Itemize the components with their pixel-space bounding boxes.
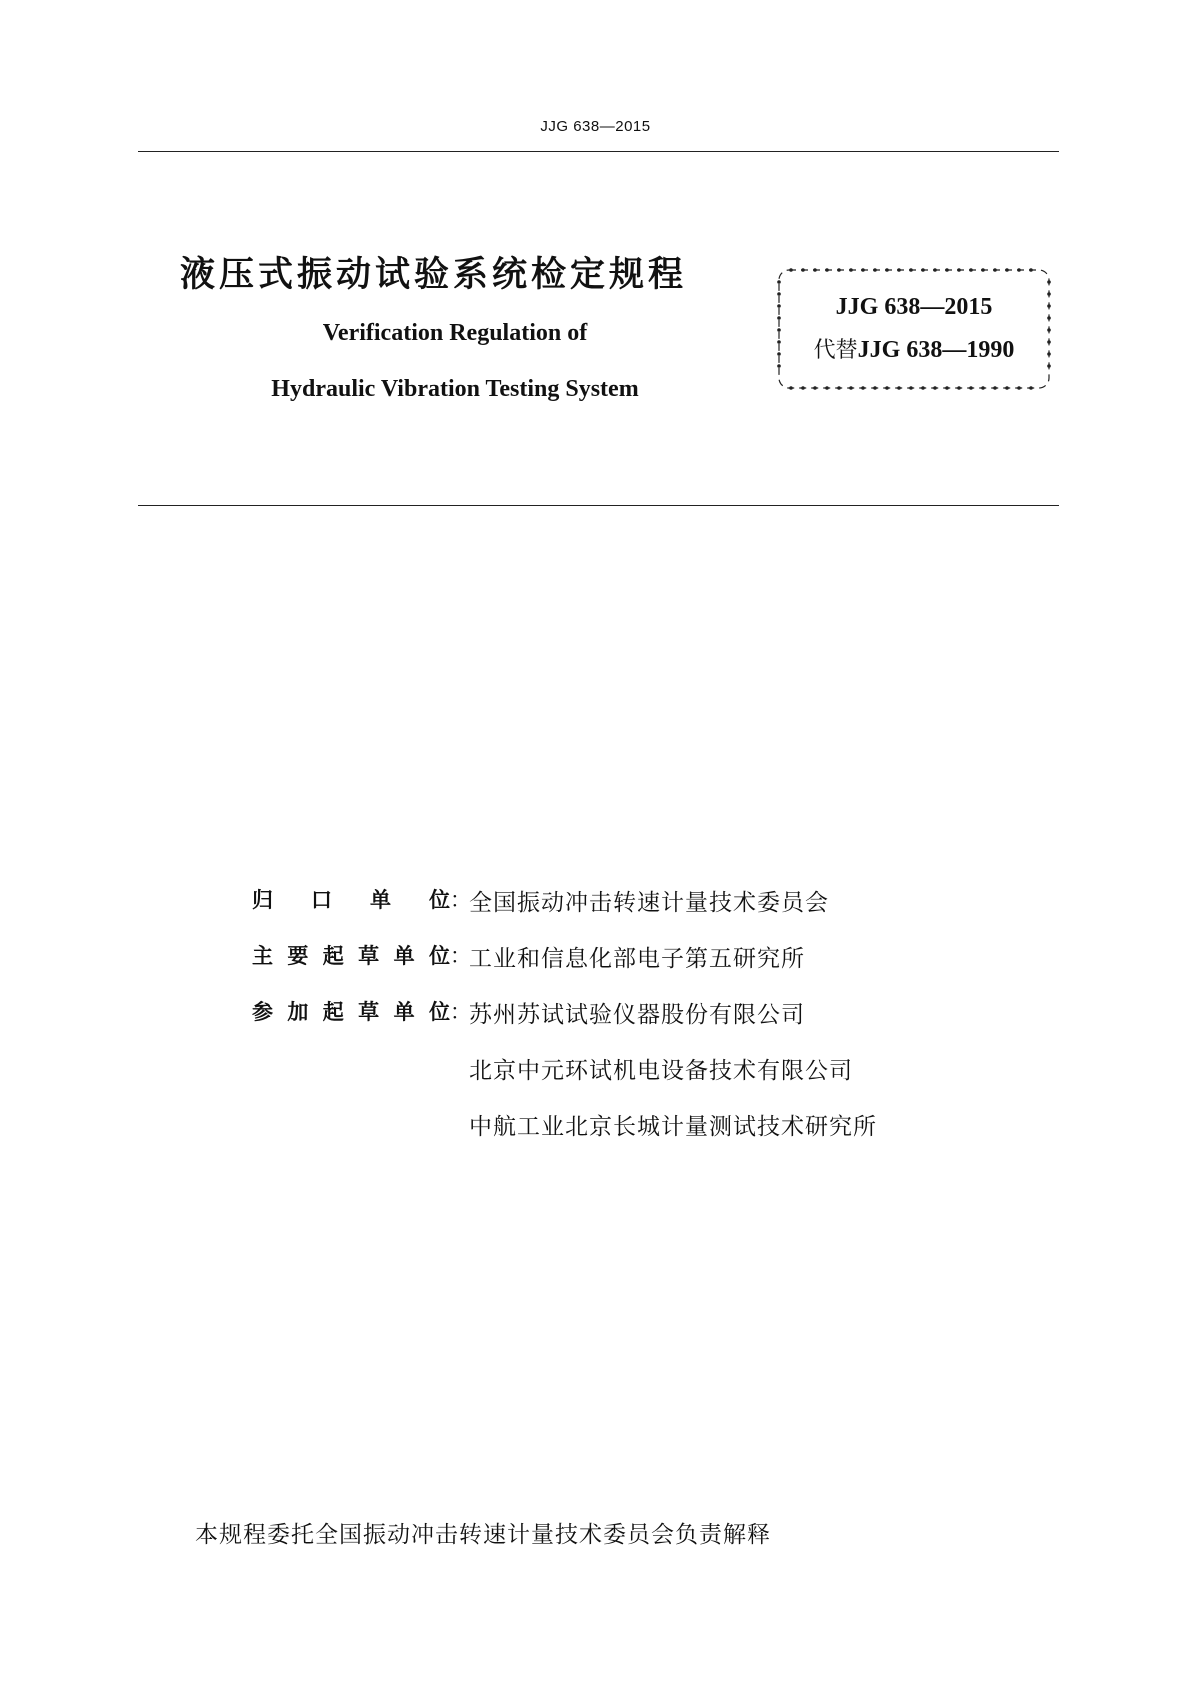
info-value: 中航工业北京长城计量测试技术研究所 — [469, 1114, 877, 1140]
info-colon: ： — [450, 888, 471, 912]
border-dot — [825, 268, 829, 272]
border-dot — [801, 386, 805, 390]
info-value: 北京中元环试机电设备技术有限公司 — [469, 1058, 853, 1084]
border-dot — [837, 268, 841, 272]
border-dot — [861, 268, 865, 272]
border-dot — [873, 268, 877, 272]
border-dot — [981, 386, 985, 390]
border-dot — [993, 386, 997, 390]
border-dot — [849, 386, 853, 390]
border-dot — [933, 386, 937, 390]
border-dot — [1047, 364, 1051, 368]
border-dot — [897, 386, 901, 390]
border-dot — [1047, 280, 1051, 284]
border-dot — [789, 386, 793, 390]
replaced-code: JJG 638—1990 — [857, 337, 1015, 363]
border-dot — [909, 268, 913, 272]
border-dot — [1005, 268, 1009, 272]
border-dot — [909, 386, 913, 390]
border-dot — [993, 268, 997, 272]
border-dot — [861, 386, 865, 390]
border-dot — [849, 268, 853, 272]
border-dot — [777, 280, 781, 284]
header-standard-code: JJG 638—2015 — [540, 118, 651, 135]
border-dot — [897, 268, 901, 272]
border-dot — [1005, 386, 1009, 390]
title-english-line1: Verification Regulation of — [322, 320, 588, 346]
border-dot — [1029, 386, 1033, 390]
info-colon: ： — [450, 944, 471, 968]
border-dot — [1047, 328, 1051, 332]
border-dot — [1029, 268, 1033, 272]
info-value: 工业和信息化部电子第五研究所 — [469, 946, 805, 972]
info-colon: ： — [450, 1000, 471, 1024]
border-dot — [777, 328, 781, 332]
border-dot — [813, 386, 817, 390]
border-dot — [981, 268, 985, 272]
border-dot — [825, 386, 829, 390]
current-code: JJG 638—2015 — [835, 294, 993, 320]
title-english-line2: Hydraulic Vibration Testing System — [271, 376, 639, 402]
border-dot — [837, 386, 841, 390]
standard-code-box — [776, 267, 1052, 391]
border-dot — [1017, 386, 1021, 390]
border-dot — [813, 268, 817, 272]
bottom-rule — [138, 505, 1059, 506]
border-dot — [885, 386, 889, 390]
info-value: 全国振动冲击转速计量技术委员会 — [469, 890, 829, 916]
border-dot — [957, 268, 961, 272]
border-dot — [801, 268, 805, 272]
border-dot — [969, 268, 973, 272]
border-dot — [957, 386, 961, 390]
replaces-prefix: 代替 — [813, 338, 858, 363]
border-dot — [789, 268, 793, 272]
border-dot — [921, 386, 925, 390]
border-dot — [945, 268, 949, 272]
border-dot — [945, 386, 949, 390]
interpretation-note: 本规程委托全国振动冲击转速计量技术委员会负责解释 — [195, 1522, 771, 1548]
title-chinese: 液压式振动试验系统检定规程 — [180, 255, 688, 295]
info-label: 主 要 起 草 单 位 — [252, 944, 450, 968]
border-dot — [1017, 268, 1021, 272]
border-dot — [933, 268, 937, 272]
border-dot — [969, 386, 973, 390]
border-dot — [873, 386, 877, 390]
info-value: 苏州苏试试验仪器股份有限公司 — [469, 1002, 805, 1028]
border-dot — [885, 268, 889, 272]
decorative-border — [776, 267, 1052, 391]
top-rule — [138, 151, 1059, 152]
replaces-line — [776, 333, 1052, 364]
border-dot — [921, 268, 925, 272]
info-label: 归 口 单 位 — [252, 888, 450, 912]
info-label: 参 加 起 草 单 位 — [252, 1000, 450, 1024]
border-dot — [777, 364, 781, 368]
